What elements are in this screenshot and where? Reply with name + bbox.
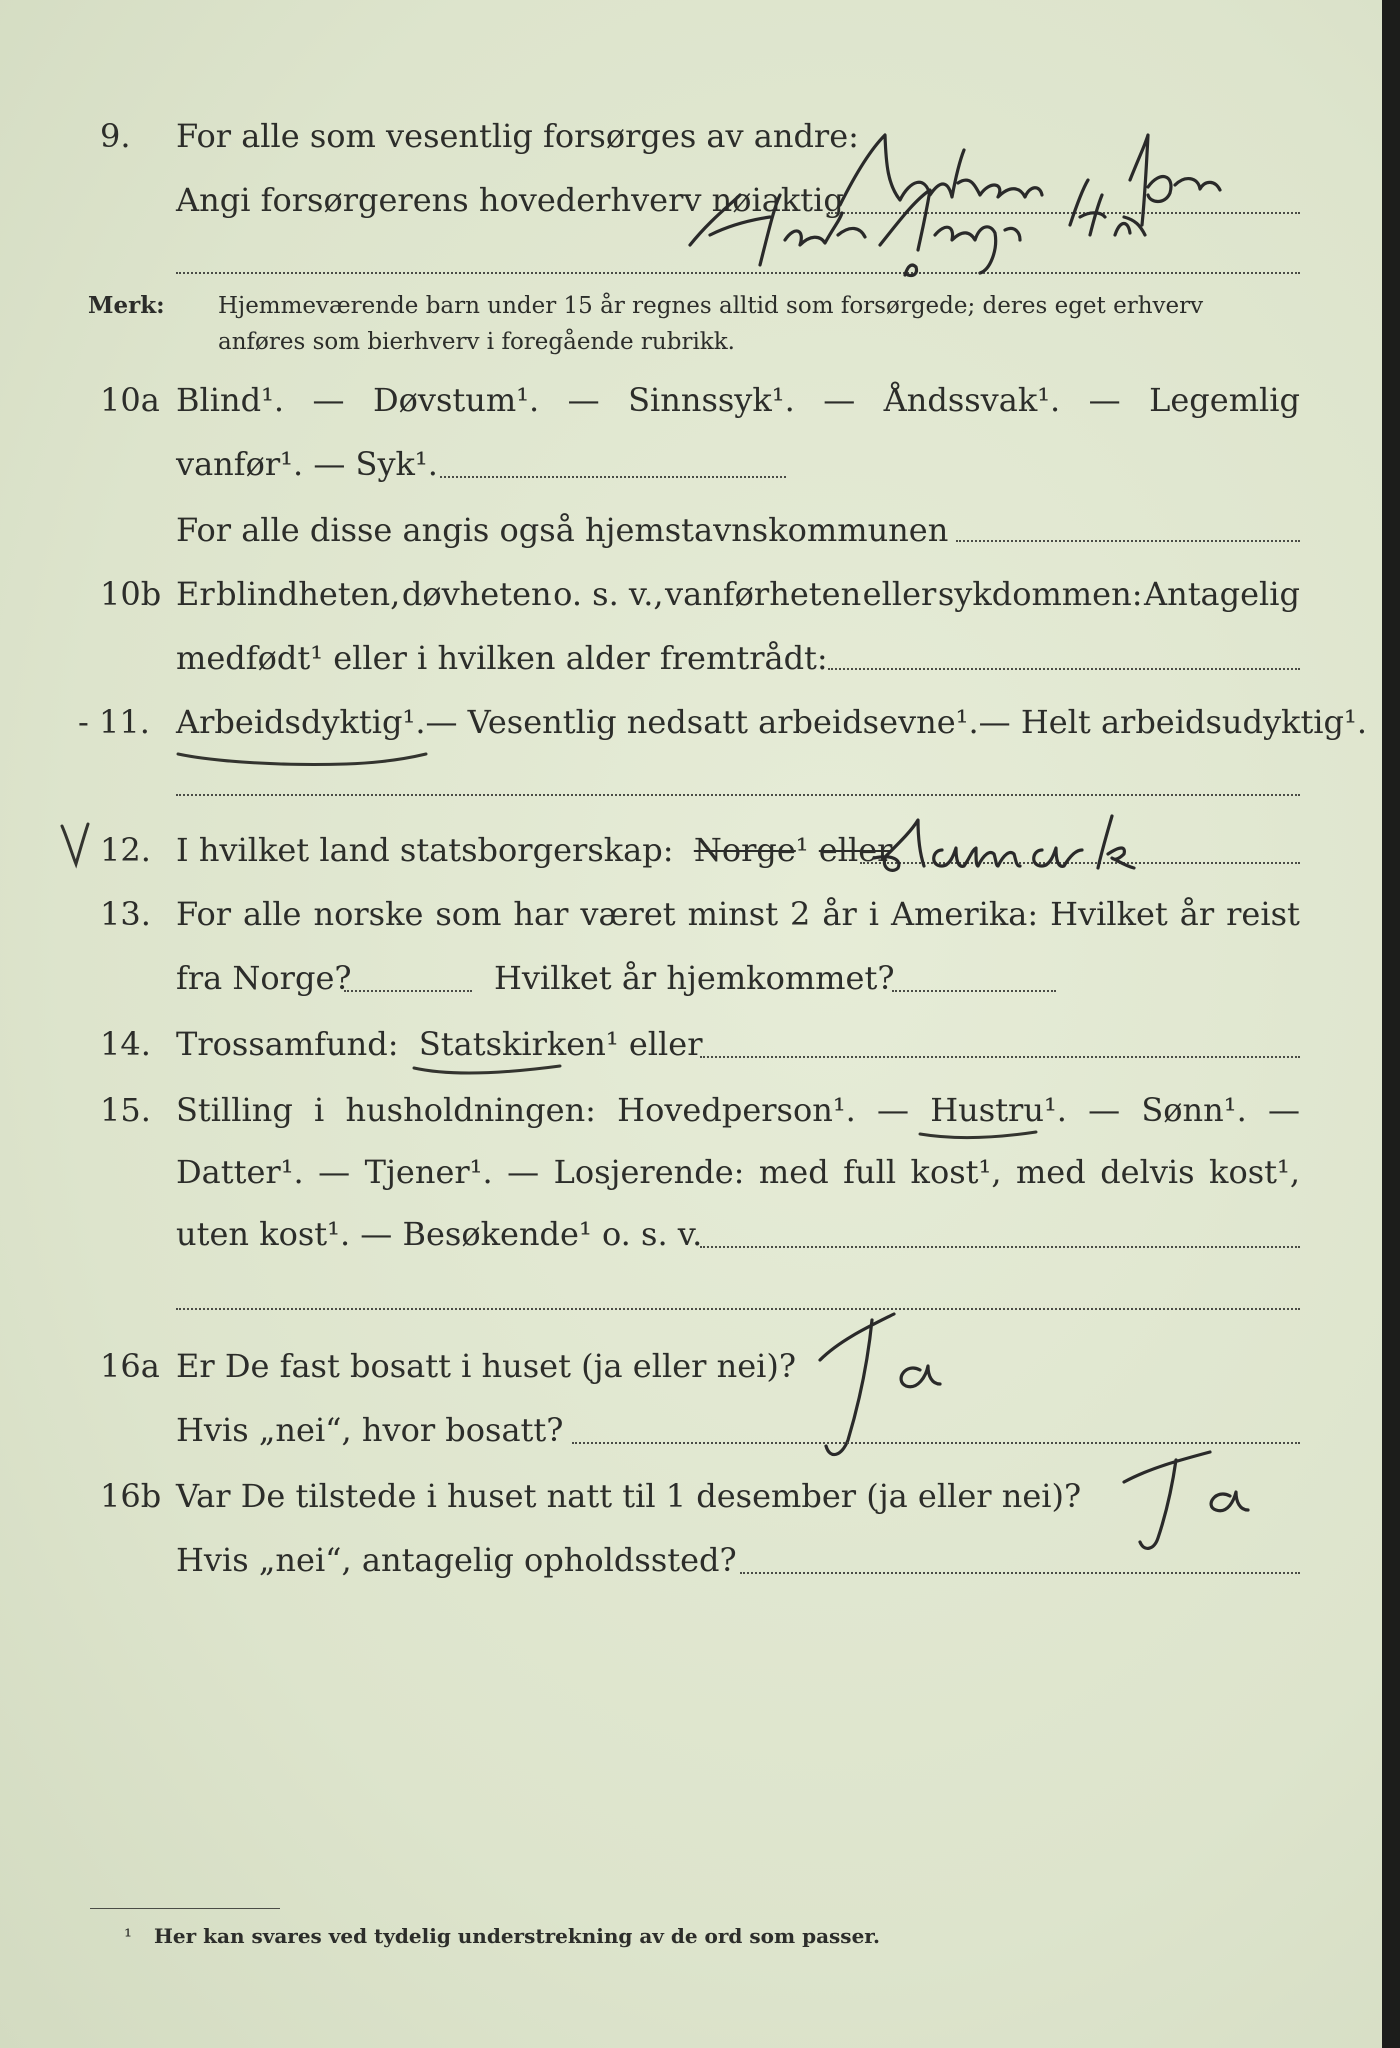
- q10a-line2: vanfør¹. — Syk¹.: [176, 445, 438, 483]
- q15-word: med: [1015, 1153, 1086, 1191]
- q10a-dash: —: [1088, 381, 1121, 419]
- q16b-answer-line: [740, 1572, 1300, 1574]
- q11-line1: [176, 702, 1368, 742]
- q16a-line1: Er De fast bosatt i huset (ja eller nei)?: [176, 1347, 797, 1385]
- q13-word: som: [435, 895, 502, 933]
- q15-word: husholdningen:: [345, 1091, 596, 1129]
- q15-dash: —: [318, 1153, 351, 1191]
- q11-option-nedsatt: — Vesentlig nedsatt arbeidsevne¹.: [425, 703, 979, 741]
- q15-option-hustru: Hustru¹.: [930, 1091, 1067, 1129]
- q15-word: kost¹,: [910, 1153, 1002, 1191]
- q13-word: minst: [687, 895, 779, 933]
- merk-line2: anføres som bierhverv i foregående rubrikk.: [218, 329, 735, 355]
- q15-word: delvis: [1100, 1153, 1195, 1191]
- q15-underline-mark: [916, 1124, 1056, 1148]
- footnote-text: Her kan svares ved tydelig understrekning av de ord som passer.: [154, 1924, 880, 1948]
- q11-number: - 11.: [78, 703, 150, 741]
- q9-line2: Angi forsørgerens hovederhverv nøiaktig: [176, 181, 844, 219]
- q15-word: med: [758, 1153, 829, 1191]
- q15-word: full: [843, 1153, 897, 1191]
- q15-line2: [176, 1152, 1300, 1192]
- q15-option-tjener: Tjener¹.: [364, 1153, 493, 1191]
- q14-underline-mark: [410, 1060, 570, 1084]
- q13-hjemkommet-line: [892, 990, 1056, 992]
- q13-word: reist: [1226, 895, 1300, 933]
- q10b-word: Antagelig: [1143, 575, 1300, 613]
- q10a-dash: —: [567, 381, 600, 419]
- q11-option-udyktig: — Helt arbeidsudyktig¹.: [978, 703, 1368, 741]
- q13-word: i: [868, 895, 879, 933]
- q10a-option-dovstum: Døvstum¹.: [372, 381, 540, 419]
- footnote-rule: [90, 1908, 280, 1909]
- q14-number: 14.: [100, 1025, 151, 1063]
- q13-word: har: [513, 895, 569, 933]
- q15-word: Stilling: [176, 1091, 293, 1129]
- footnote-mark: ¹: [124, 1924, 133, 1948]
- q10b-word: vanførheten: [665, 575, 862, 613]
- q10a-line3: For alle disse angis også hjemstavnskommunen: [176, 511, 949, 549]
- q10a-option-andssvak: Åndssvak¹.: [883, 381, 1061, 419]
- q11-underline-mark: [176, 748, 436, 778]
- q13-word: Hvilket: [1050, 895, 1168, 933]
- q12-eller-struck: eller: [818, 831, 893, 869]
- q13-number: 13.: [100, 895, 151, 933]
- q10b-line1: [176, 574, 1300, 614]
- q11-answer-line: [176, 794, 1300, 796]
- q16a-line2: Hvis „nei“, hvor bosatt?: [176, 1411, 564, 1449]
- merk-label: Merk:: [88, 292, 165, 319]
- q15-option-losjerende: Losjerende:: [553, 1153, 745, 1191]
- q10b-word: døvheten: [401, 575, 552, 613]
- q10a-option-sinnssyk: Sinnssyk¹.: [628, 381, 795, 419]
- q15-dash: —: [507, 1153, 540, 1191]
- q10b-word: sykdommen:: [937, 575, 1143, 613]
- q15-number: 15.: [100, 1091, 151, 1129]
- q11-option-arbeidsdyktig: Arbeidsdyktig¹.: [176, 703, 426, 741]
- q16b-handwritten-answer: [1110, 1440, 1260, 1570]
- q11-number-text: 11.: [98, 703, 150, 741]
- q16b-line1: Var De tilstede i huset natt til 1 desember (ja eller nei)?: [176, 1477, 1082, 1515]
- q12-question: I hvilket land statsborgerskap:: [176, 831, 674, 869]
- q10b-word: Er: [176, 575, 215, 613]
- q10a-option-legemlig: Legemlig: [1149, 381, 1300, 419]
- q16a-handwritten-answer: [810, 1300, 970, 1470]
- q15-option-datter: Datter¹.: [176, 1153, 304, 1191]
- q10a-answer-line: [440, 476, 786, 478]
- q10b-word: blindheten,: [216, 575, 401, 613]
- q10b-word: eller: [862, 575, 937, 613]
- q12-sup: ¹: [795, 831, 809, 869]
- q15-answer-line2: [176, 1308, 1300, 1310]
- q15-dash: —: [1088, 1091, 1121, 1129]
- q9-handwritten-answer: [830, 125, 1310, 285]
- q10a-hjemstavn-line: [956, 540, 1300, 542]
- q9-line1: For alle som vesentlig forsørges av andre:: [176, 117, 859, 155]
- q13-word: 2: [790, 895, 811, 933]
- q13-line2b: Hvilket år hjemkommet?: [494, 959, 895, 997]
- q13-word: norske: [313, 895, 424, 933]
- q10b-line2: medfødt¹ eller i hvilken alder fremtrådt:: [176, 639, 828, 677]
- q12-number: 12.: [100, 831, 151, 869]
- q13-line2a: fra Norge?: [176, 959, 352, 997]
- q9-number: 9.: [100, 117, 131, 155]
- q13-word: været: [580, 895, 676, 933]
- q14-answer-line: [700, 1056, 1300, 1058]
- q10a-dash: —: [823, 381, 856, 419]
- q12-handwritten-answer: [872, 810, 1232, 880]
- q15-line3: uten kost¹. — Besøkende¹ o. s. v.: [176, 1215, 703, 1253]
- q10a-dash: —: [312, 381, 345, 419]
- q12-line1: [176, 830, 892, 870]
- q13-word: alle: [243, 895, 302, 933]
- q15-word: i: [314, 1091, 325, 1129]
- q15-dash: —: [877, 1091, 910, 1129]
- q10b-word: o. s. v.,: [553, 575, 664, 613]
- q14-line1: Trossamfund: Statskirken¹ eller: [176, 1025, 703, 1063]
- q15-answer-line: [700, 1246, 1300, 1248]
- q13-word: år: [822, 895, 857, 933]
- q16b-line2: Hvis „nei“, antagelig opholdssted?: [176, 1541, 737, 1579]
- q10a-line1: [176, 380, 1300, 420]
- q16a-number: 16a: [100, 1347, 160, 1385]
- q13-word: Amerika:: [890, 895, 1039, 933]
- q12-option-norge-struck: Norge: [693, 831, 796, 869]
- q16b-number: 16b: [100, 1477, 162, 1515]
- q15-line1: [176, 1090, 1300, 1130]
- q13-line1: [176, 894, 1300, 934]
- q13-reist-line: [344, 990, 472, 992]
- q15-option-hovedperson: Hovedperson¹.: [617, 1091, 856, 1129]
- q10b-number: 10b: [100, 575, 162, 613]
- q15-dash: —: [1267, 1091, 1300, 1129]
- q10a-option-blind: Blind¹.: [176, 381, 285, 419]
- q10a-number: 10a: [100, 381, 160, 419]
- q10b-answer-line: [828, 668, 1300, 670]
- q13-word: år: [1179, 895, 1215, 933]
- q15-option-sonn: Sønn¹.: [1141, 1091, 1247, 1129]
- q15-word: kost¹,: [1209, 1153, 1300, 1191]
- q13-word: For: [176, 895, 232, 933]
- merk-line1: Hjemmeværende barn under 15 år regnes alltid som forsørgede; deres eget erhverv: [218, 293, 1204, 319]
